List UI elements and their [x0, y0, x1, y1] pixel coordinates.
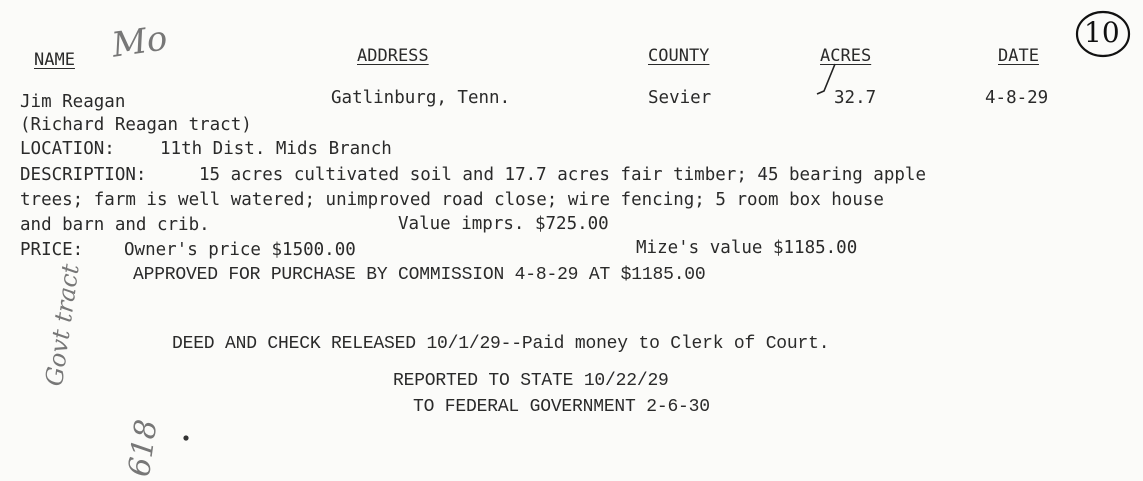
deed-release-line: DEED AND CHECK RELEASED 10/1/29--Paid money to Clerk of Court.: [172, 334, 830, 354]
reported-federal-line: TO FEDERAL GOVERNMENT 2-6-30: [413, 397, 710, 417]
improvements-value: Value imprs. $725.00: [398, 214, 609, 234]
description-line-3: and barn and crib.: [20, 215, 210, 235]
ink-dot: [182, 434, 190, 442]
header-date: DATE: [998, 46, 1039, 66]
mize-value: Mize's value $1185.00: [636, 238, 858, 258]
description-line-2: trees; farm is well watered; unimproved road close; wire fencing; 5 room box house: [20, 190, 884, 210]
owner-price: Owner's price $1500.00: [124, 240, 356, 260]
header-county: COUNTY: [648, 46, 710, 66]
reported-state-line: REPORTED TO STATE 10/22/29: [393, 371, 669, 391]
tract-note: (Richard Reagan tract): [20, 115, 252, 135]
header-acres: ACRES: [820, 46, 872, 66]
description-label: DESCRIPTION:: [20, 165, 147, 185]
margin-note-tract: Govt tract: [40, 262, 85, 388]
county-value: Sevier: [648, 88, 712, 108]
header-address: ADDRESS: [357, 46, 429, 66]
description-line-1: 15 acres cultivated soil and 17.7 acres fair timber; 45 bearing apple: [199, 165, 926, 185]
handwritten-initials: Mo: [109, 18, 170, 66]
price-label: PRICE:: [20, 240, 84, 260]
date-value: 4-8-29: [985, 88, 1049, 108]
location-value: 11th Dist. Mids Branch: [160, 139, 392, 159]
acres-value: 32.7: [834, 88, 877, 108]
owner-address: Gatlinburg, Tenn.: [331, 88, 511, 108]
approval-line: APPROVED FOR PURCHASE BY COMMISSION 4-8-29 AT $1185.00: [133, 265, 706, 285]
card-number: 10: [1084, 16, 1120, 49]
location-label: LOCATION:: [20, 139, 115, 159]
owner-name: Jim Reagan: [20, 92, 126, 112]
margin-note-number: 618: [122, 417, 165, 479]
header-name: NAME: [34, 50, 75, 70]
